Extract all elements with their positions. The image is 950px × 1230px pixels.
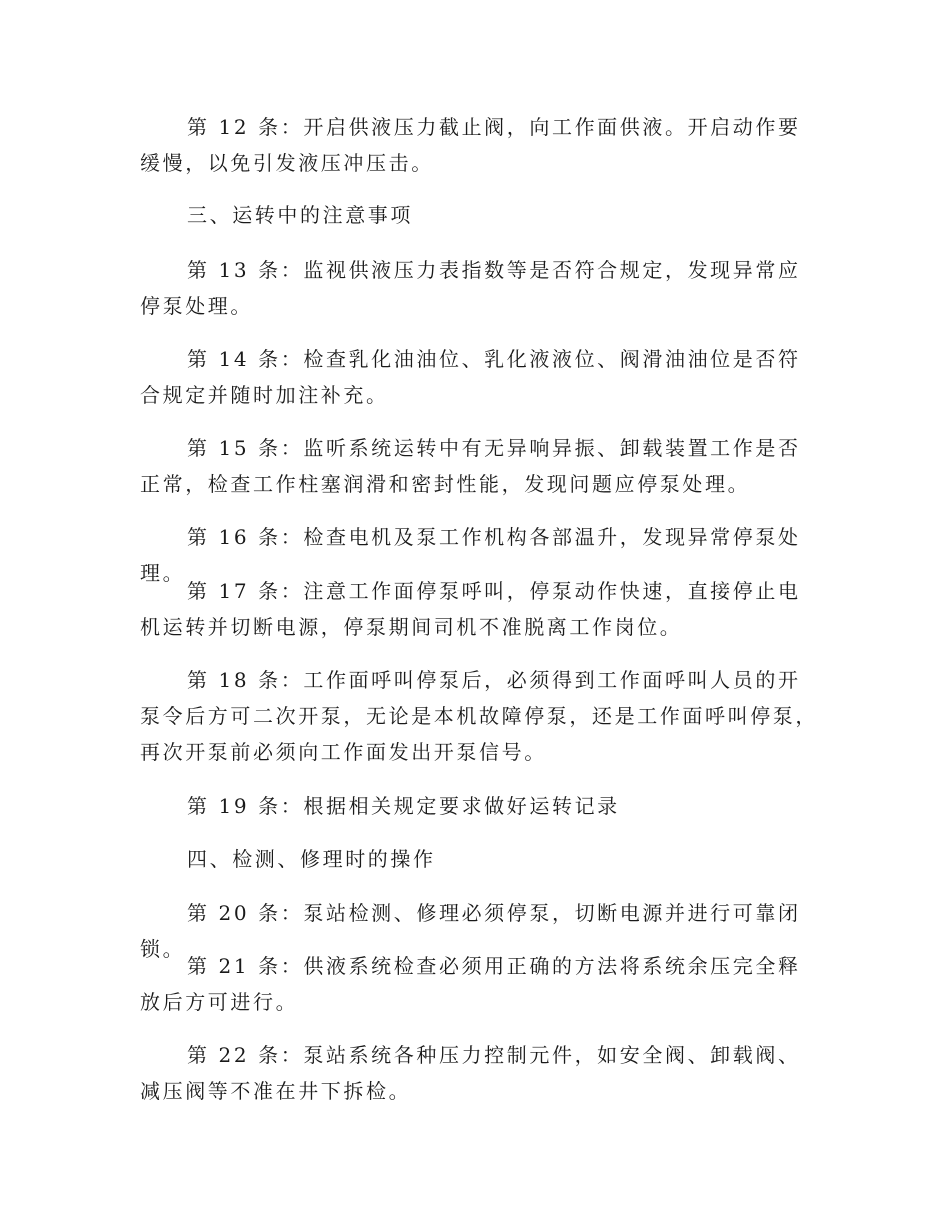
article-16: 第 16 条：检查电机及泵工作机构各部温升，发现异常停泵处理。 xyxy=(140,525,801,585)
article-18: 第 18 条：工作面呼叫停泵后，必须得到工作面呼叫人员的开泵令后方可二次开泵，无论是本机故障停泵，还是工作面呼叫停泵，再次开泵前必须向工作面发出开泵信号。 xyxy=(140,668,818,764)
article-13: 第 13 条：监视供液压力表指数等是否符合规定，发现异常应停泵处理。 xyxy=(140,258,801,318)
article-12: 第 12 条：开启供液压力截止阀，向工作面供液。开启动作要缓慢，以免引发液压冲压击。 xyxy=(140,115,801,175)
article-17: 第 17 条：注意工作面停泵呼叫，停泵动作快速，直接停止电机运转并切断电源，停泵期间司机不准脱离工作岗位。 xyxy=(140,579,801,639)
article-15: 第 15 条：监听系统运转中有无异响异振、卸载装置工作是否正常，检查工作柱塞润滑和密封性能，发现问题应停泵处理。 xyxy=(140,436,801,496)
article-21: 第 21 条：供液系统检查必须用正确的方法将系统余压完全释放后方可进行。 xyxy=(140,954,801,1014)
section-heading-3: 三、运转中的注意事项 xyxy=(187,203,413,227)
article-19: 第 19 条：根据相关规定要求做好运转记录 xyxy=(187,794,620,818)
section-heading-4: 四、检测、修理时的操作 xyxy=(187,847,436,871)
article-14: 第 14 条：检查乳化油油位、乳化液液位、阀滑油油位是否符合规定并随时加注补充。 xyxy=(140,347,801,407)
article-20: 第 20 条：泵站检测、修理必须停泵，切断电源并进行可靠闭锁。 xyxy=(140,901,801,961)
article-22: 第 22 条：泵站系统各种压力控制元件，如安全阀、卸载阀、减压阀等不准在井下拆检。 xyxy=(140,1043,801,1103)
